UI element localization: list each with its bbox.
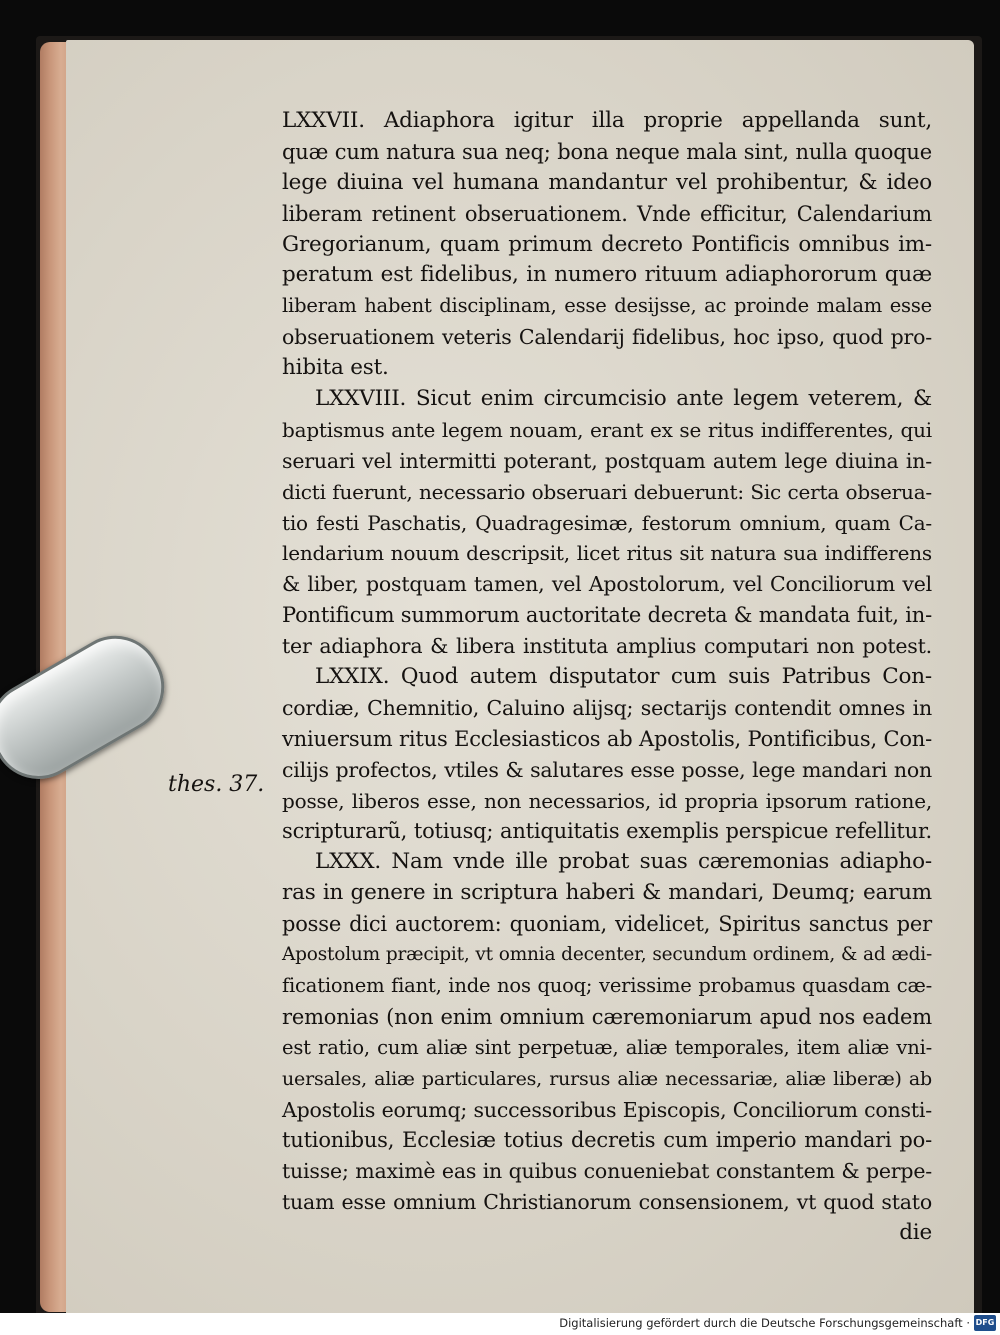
text-line: Apostolum præcipit, vt omnia decenter, secundum ordinem, & ad ædi-	[282, 944, 932, 966]
text-line: baptismus ante legem nouam, erant ex se ritus indifferentes, qui	[282, 417, 932, 442]
text-line: vniuersum ritus Ecclesiasticos ab Apostolis, Pontificibus, Con-	[282, 726, 932, 751]
text-line: ficationem fiant, inde nos quoq; verissime probamus quasdam cæ-	[282, 973, 932, 997]
text-line: quæ cum natura sua neq; bona neque mala sint, nulla quoque	[282, 139, 932, 164]
thesis-heading-line: LXXX. Nam vnde ille probat suas cæremonias adiapho-	[315, 849, 932, 875]
text-line: ter adiaphora & libera instituta amplius computari non potest.	[282, 634, 932, 659]
text-line: remonias (non enim omnium cæremoniarum apud nos eadem	[282, 1004, 932, 1029]
text-line: dicti fuerunt, necessario obseruari debuerunt: Sic certa obserua-	[282, 479, 932, 504]
text-line: scripturarũ, totiusq; antiquitatis exemplis perspicue refellitur.	[282, 819, 932, 844]
text-line: lendarium nouum descripsit, licet ritus sit natura sua indifferens	[282, 541, 932, 566]
text-line: posse, liberos esse, non necessarios, id propria ipsorum ratione,	[282, 788, 932, 813]
text-line: Apostolis eorumq; successoribus Episcopis, Conciliorum consti-	[282, 1097, 932, 1122]
text-line: tuam esse omnium Christianorum consensionem, vt quod stato	[282, 1190, 932, 1215]
text-line: seruari vel intermitti poterant, postquam autem lege diuina in-	[282, 448, 932, 473]
page-body-text	[282, 106, 932, 1249]
text-line: posse dici auctorem: quoniam, videlicet, Spiritus sanctus per	[282, 912, 932, 937]
text-line: tutionibus, Ecclesiæ totius decretis cum imperio mandari po-	[282, 1128, 932, 1153]
text-line: & liber, postquam tamen, vel Apostolorum, vel Conciliorum vel	[282, 572, 932, 597]
footer-bar	[0, 1313, 1000, 1335]
thesis-heading-line: LXXVIII. Sicut enim circumcisio ante legem veterem, &	[315, 386, 932, 412]
text-line: obseruationem veteris Calendarij fidelibus, hoc ipso, quod pro-	[282, 325, 932, 350]
catchword: die	[899, 1220, 932, 1246]
text-line: uersales, aliæ particulares, rursus aliæ necessariæ, aliæ liberæ) ab	[282, 1067, 932, 1090]
text-line: LXXVII. Adiaphora igitur illa proprie appellanda sunt,	[282, 108, 932, 133]
text-line: Pontificum summorum auctoritate decreta & mandata fuit, in-	[282, 603, 933, 628]
text-line: liberam retinent obseruationem. Vnde efficitur, Calendarium	[282, 201, 932, 226]
text-line: cordiæ, Chemnitio, Caluino alijsq; sectarijs contendit omnes in	[282, 695, 932, 720]
text-line: tuisse; maximè eas in quibus conueniebat constantem & perpe-	[282, 1159, 932, 1184]
text-line: lege diuina vel humana mandantur vel prohibentur, & ideo	[282, 169, 932, 195]
text-line: hibita est.	[282, 355, 389, 381]
dfg-logo: DFG	[974, 1315, 996, 1331]
text-line: Gregorianum, quam primum decreto Pontificis omnibus im-	[282, 231, 932, 257]
text-line: ras in genere in scriptura haberi & mandari, Deumq; earum	[282, 880, 932, 906]
text-line: tio festi Paschatis, Quadragesimæ, festorum omnium, quam Ca-	[282, 510, 932, 535]
footer-credit: Digitalisierung gefördert durch die Deutsche Forschungsgemeinschaft ·	[559, 1316, 970, 1330]
text-line: liberam habent disciplinam, esse desijsse, ac proinde malam esse	[282, 294, 932, 318]
thesis-heading-line: LXXIX. Quod autem disputator cum suis Patribus Con-	[315, 664, 932, 690]
text-line: peratum est fidelibus, in numero rituum adiaphororum quæ	[282, 262, 932, 288]
marginal-note: thes. 37.	[168, 772, 265, 797]
text-line: est ratio, cum aliæ sint perpetuæ, aliæ temporales, item aliæ vni-	[282, 1035, 932, 1059]
text-line: cilijs profectos, vtiles & salutares esse posse, lege mandari non	[282, 757, 932, 782]
